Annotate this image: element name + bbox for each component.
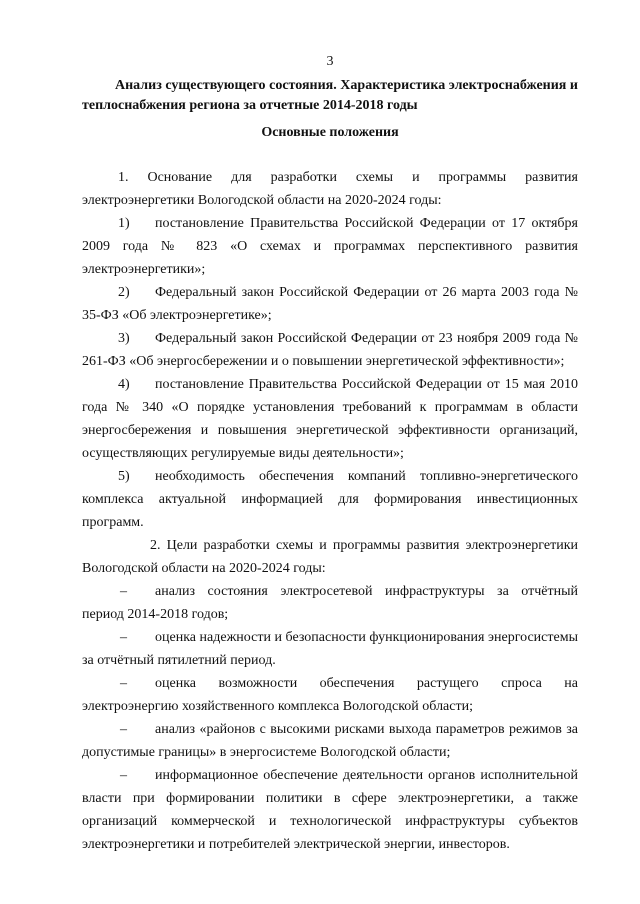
page-number: 3	[326, 54, 334, 69]
item-text: анализ состояния электросетевой инфраструктуры за отчётный период 2014-2018 годов;	[82, 584, 578, 622]
section-subheading: Основные положения	[261, 125, 399, 140]
item-text: оценка возможности обеспечения растущего спроса на электроэнергию хозяйственного комплекса Вологодской области;	[82, 676, 578, 714]
dash-marker: –	[120, 768, 127, 783]
dash-marker: –	[120, 722, 127, 737]
item-text: анализ «районов с высокими рисками выхода параметров режимов за допустимые границы» в энергосистеме Вологодской области;	[82, 722, 578, 760]
item-marker: 2)	[118, 285, 130, 300]
goal-item	[82, 718, 578, 764]
item-marker: 4)	[118, 377, 130, 392]
document-page	[82, 50, 578, 856]
dash-marker: –	[120, 584, 127, 599]
item-marker: 1)	[118, 216, 130, 231]
basis-item	[82, 281, 578, 327]
item-text: оценка надежности и безопасности функционирования энергосистемы за отчётный пятилетний период.	[82, 630, 578, 668]
item-text: необходимость обеспечения компаний топливно-энергетического комплекса актуальной информацией для формирования инвестиционных программ.	[82, 469, 578, 530]
item-text: информационное обеспечение деятельности органов исполнительной власти при формировании политики в сфере электроэнергетики, а также организаций коммерческой и технологической инфраструктуры субъектов электроэнергетики и потребителей электрической энергии, инвесторов.	[82, 768, 578, 852]
basis-item	[82, 327, 578, 373]
item-text: постановление Правительства Российской Федерации от 17 октября 2009 года № 823 «О схемах и программах перспективного развития электроэнергетики»;	[82, 216, 578, 277]
item-marker: 5)	[118, 469, 130, 484]
goal-item	[82, 626, 578, 672]
item-marker: 3)	[118, 331, 130, 346]
item-text: Федеральный закон Российской Федерации от 23 ноября 2009 года № 261-ФЗ «Об энергосбережении и о повышении энергетической эффективности»;	[82, 331, 578, 369]
basis-item	[82, 465, 578, 534]
basis-intro: 1. Основание для разработки схемы и программы развития электроэнергетики Вологодской области на 2020-2024 годы:	[82, 170, 578, 208]
basis-item	[82, 212, 578, 281]
dash-marker: –	[120, 630, 127, 645]
dash-marker: –	[120, 676, 127, 691]
goal-item	[82, 580, 578, 626]
goal-item	[82, 764, 578, 856]
section-heading: Анализ существующего состояния. Характеристика электроснабжения и теплоснабжения региона за отчетные 2014-2018 годы	[82, 78, 578, 113]
item-text: Федеральный закон Российской Федерации от 26 марта 2003 года № 35-ФЗ «Об электроэнергетике»;	[82, 285, 578, 323]
goals-intro: 2. Цели разработки схемы и программы развития электроэнергетики Вологодской области на 2020-2024 годы:	[82, 538, 578, 576]
basis-item	[82, 373, 578, 465]
goal-item	[82, 672, 578, 718]
item-text: постановление Правительства Российской Федерации от 15 мая 2010 года № 340 «О порядке установления требований к программам в области энергосбережения и повышения энергетической эффективности организаций, осуществляющих регулируемые виды деятельности»;	[82, 377, 578, 461]
